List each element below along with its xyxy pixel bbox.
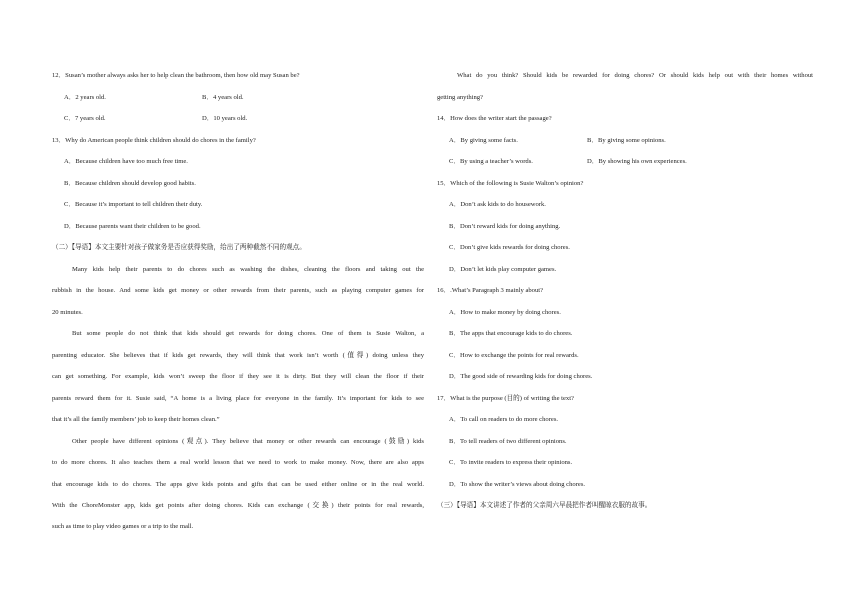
q16-option-b: B．The apps that encourage kids to do chores. bbox=[449, 330, 573, 337]
q17-option-b: B．To tell readers of two different opinions. bbox=[449, 438, 567, 445]
q15-option-d: D．Don’t let kids play computer games. bbox=[449, 266, 557, 273]
paragraph-4-line-1: What do you think? Should kids be rewarded for doing chores? Or should kids help out with their homes without bbox=[457, 72, 813, 79]
q12-option-d: D．10 years old. bbox=[202, 115, 248, 122]
question-15: 15．Which of the following is Susie Walton’s opinion? bbox=[437, 180, 584, 187]
question-13: 13．Why do American people think children should do chores in the family? bbox=[52, 137, 256, 144]
paragraph-3-line-5: such as time to play video games or a trip to the mall. bbox=[52, 523, 194, 530]
question-14: 14．How does the writer start the passage? bbox=[437, 115, 552, 122]
q12-option-b: B．4 years old. bbox=[202, 94, 244, 101]
question-17: 17．What is the purpose (目的) of writing the text? bbox=[437, 395, 574, 402]
q17-option-d: D．To show the writer’s views about doing chores. bbox=[449, 481, 586, 488]
q14-option-b: B．By giving some opinions. bbox=[587, 137, 666, 144]
q17-option-a: A．To call on readers to do more chores. bbox=[449, 416, 559, 423]
paragraph-4-line-2: getting anything? bbox=[437, 94, 483, 101]
question-12: 12．Susan’s mother always asks her to help clean the bathroom, then how old may Susan be? bbox=[52, 72, 300, 79]
q14-option-d: D．By showing his own experiences. bbox=[587, 158, 687, 165]
q13-option-d: D．Because parents want their children to be good. bbox=[64, 223, 201, 230]
paragraph-1-line-3: 20 minutes. bbox=[52, 309, 83, 316]
q14-option-a: A．By giving some facts. bbox=[449, 137, 518, 144]
q16-option-c: C．How to exchange the points for real rewards. bbox=[449, 352, 579, 359]
q15-option-b: B．Don’t reward kids for doing anything. bbox=[449, 223, 561, 230]
q14-option-c: C．By using a teacher’s words. bbox=[449, 158, 533, 165]
q16-option-a: A．How to make money by doing chores. bbox=[449, 309, 561, 316]
q13-option-a: A．Because children have too much free time. bbox=[64, 158, 188, 165]
guide-section-2: （二）【导语】本文主要针对孩子做家务是否应获得奖励，给出了两种截然不同的观点。 bbox=[52, 244, 306, 251]
paragraph-2-line-3: can get something. For example, kids won’t sweep the floor if they see it is dirty. But they will clean the floor if their bbox=[52, 373, 424, 380]
q13-option-b: B．Because children should develop good habits. bbox=[64, 180, 196, 187]
q15-option-c: C．Don’t give kids rewards for doing chores. bbox=[449, 244, 570, 251]
paragraph-3-line-2: to do more chores. It also teaches them a real world lesson that we need to work to make money. Now, there are also apps bbox=[52, 459, 424, 466]
paragraph-1-line-2: rubbish in the house. And some kids get money or other rewards from their parents, such as playing computer games for bbox=[52, 287, 424, 294]
guide-section-3: （三）【导语】本文讲述了作者的父亲周六早晨把作者叫醒晾衣服的故事。 bbox=[437, 502, 652, 509]
paragraph-2-line-4: parents reward them for it. Susie said, “A home is a living place for everyone in the family. It’s important for kids to see bbox=[52, 395, 424, 402]
paragraph-2-line-5: that it’s all the family members’ job to keep their homes clean.” bbox=[52, 416, 220, 423]
question-16: 16．.What’s Paragraph 3 mainly about? bbox=[437, 287, 544, 294]
paragraph-3-line-3: that encourage kids to do chores. The apps give kids points and gifts that can be used either online or in the real world. bbox=[52, 481, 424, 488]
q16-option-d: D．The good side of rewarding kids for doing chores. bbox=[449, 373, 593, 380]
paragraph-1-line-1: Many kids help their parents to do chores such as washing the dishes, cleaning the floors and taking out the bbox=[72, 266, 424, 273]
paragraph-2-line-1: But some people do not think that kids should get rewards for doing chores. One of them is Susie Walton, a bbox=[72, 330, 424, 337]
paragraph-3-line-1: Other people have different opinions (观点). They believe that money or other rewards can encourage (鼓励) kids bbox=[72, 438, 424, 445]
q12-option-c: C．7 years old. bbox=[64, 115, 106, 122]
paragraph-2-line-2: parenting educator. She believes that if kids get rewards, they will think that work isn’t worth (值得) doing unless they bbox=[52, 352, 424, 359]
q17-option-c: C．To invite readers to express their opinions. bbox=[449, 459, 573, 466]
q12-option-a: A．2 years old. bbox=[64, 94, 106, 101]
paragraph-3-line-4: With the ChoreMonster app, kids get points after doing chores. Kids can exchange (交换) their points for real rewards, bbox=[52, 502, 424, 509]
q13-option-c: C．Because it’s important to tell children their duty. bbox=[64, 201, 203, 208]
q15-option-a: A．Don’t ask kids to do housework. bbox=[449, 201, 546, 208]
